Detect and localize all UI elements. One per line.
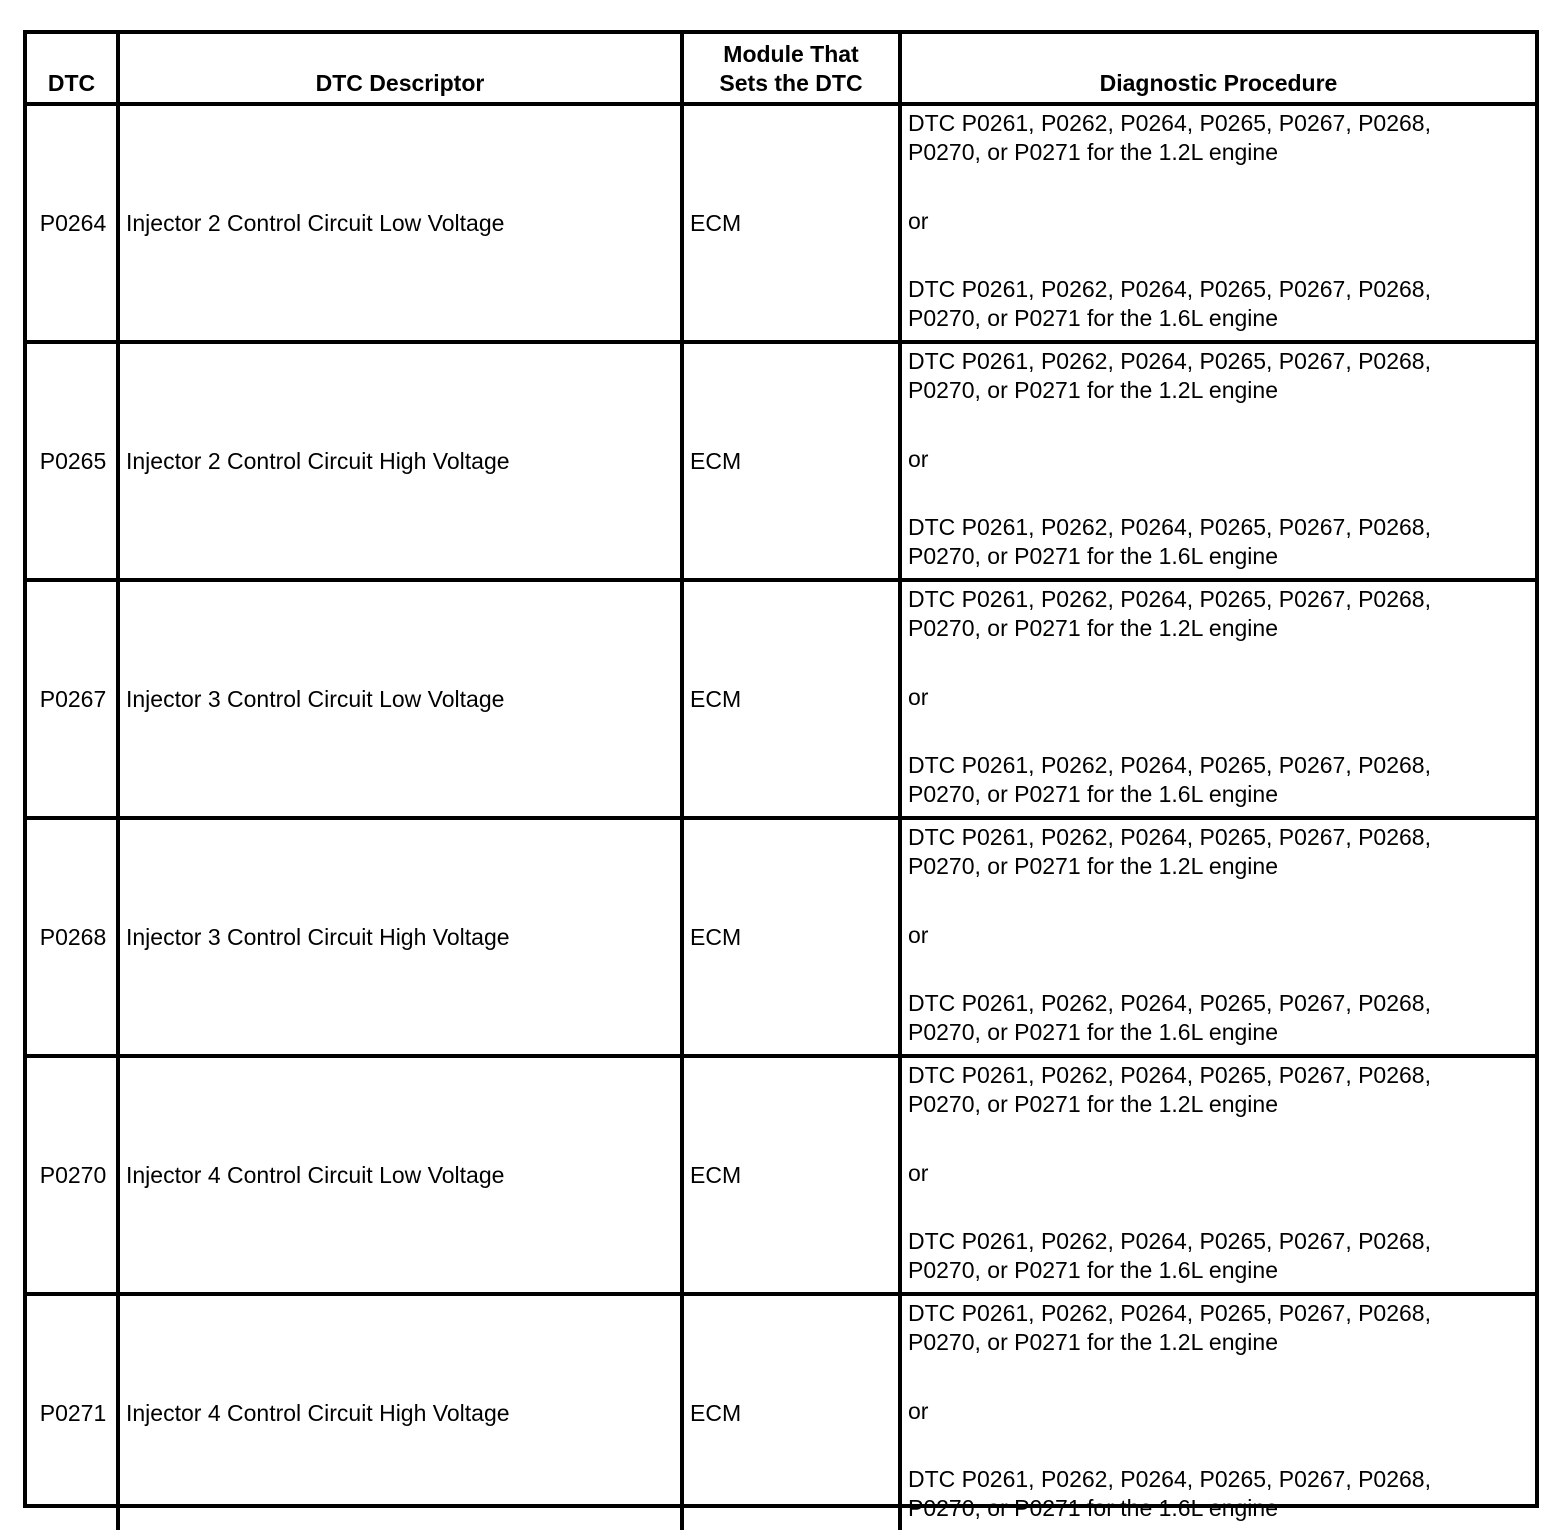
- dtc-table-container: [23, 30, 1539, 1521]
- procedure-separator: or: [908, 1159, 929, 1186]
- header-descriptor: [118, 34, 682, 104]
- dtc-code-cell: P0270: [27, 1056, 118, 1294]
- procedure-list: [908, 347, 1529, 571]
- module-cell: ECM: [682, 104, 900, 342]
- module-cell: ECM: [682, 580, 900, 818]
- table-row: [27, 580, 1535, 818]
- table-header-row: [27, 34, 1535, 104]
- procedure-link[interactable]: DTC P0261, P0262, P0264, P0265, P0267, P0268, P0270, or P0271 for the 1.6L engine: [908, 514, 1431, 569]
- diagnostic-procedure-cell: [900, 342, 1535, 580]
- procedure-link[interactable]: DTC P0261, P0262, P0264, P0265, P0267, P0268, P0270, or P0271 for the 1.2L engine: [908, 110, 1431, 165]
- dtc-code-cell: P0265: [27, 342, 118, 580]
- procedure-link[interactable]: DTC P0261, P0262, P0264, P0265, P0267, P0268, P0270, or P0271 for the 1.2L engine: [908, 824, 1431, 879]
- procedure-link[interactable]: DTC P0261, P0262, P0264, P0265, P0267, P0268, P0270, or P0271 for the 1.6L engine: [908, 752, 1431, 807]
- procedure-link[interactable]: DTC P0261, P0262, P0264, P0265, P0267, P0268, P0270, or P0271 for the 1.2L engine: [908, 348, 1431, 403]
- dtc-table: [27, 34, 1535, 1530]
- table-row: [27, 1294, 1535, 1530]
- procedure-list: [908, 109, 1529, 333]
- header-module-label: Module That Sets the DTC: [719, 41, 863, 96]
- table-row: [27, 818, 1535, 1056]
- procedure-link[interactable]: DTC P0261, P0262, P0264, P0265, P0267, P0268, P0270, or P0271 for the 1.6L engine: [908, 276, 1431, 331]
- procedure-link[interactable]: DTC P0261, P0262, P0264, P0265, P0267, P0268, P0270, or P0271 for the 1.6L engine: [908, 990, 1431, 1045]
- diagnostic-procedure-cell: [900, 1056, 1535, 1294]
- dtc-code-cell: P0271: [27, 1294, 118, 1530]
- header-dtc: [27, 34, 118, 104]
- table-row: [27, 342, 1535, 580]
- procedure-separator: or: [908, 921, 929, 948]
- module-cell: ECM: [682, 818, 900, 1056]
- procedure-list: [908, 1061, 1529, 1285]
- dtc-descriptor-cell: Injector 2 Control Circuit Low Voltage: [118, 104, 682, 342]
- table-row: [27, 104, 1535, 342]
- procedure-separator: or: [908, 1397, 929, 1424]
- header-dtc-label: DTC: [47, 70, 96, 96]
- module-cell: ECM: [682, 1056, 900, 1294]
- procedure-link[interactable]: DTC P0261, P0262, P0264, P0265, P0267, P0268, P0270, or P0271 for the 1.6L engine: [908, 1466, 1431, 1521]
- table-body: [27, 104, 1535, 1530]
- header-descriptor-label: DTC Descriptor: [315, 70, 485, 96]
- dtc-code-cell: P0268: [27, 818, 118, 1056]
- diagnostic-procedure-cell: [900, 104, 1535, 342]
- module-cell: ECM: [682, 1294, 900, 1530]
- procedure-list: [908, 823, 1529, 1047]
- procedure-link[interactable]: DTC P0261, P0262, P0264, P0265, P0267, P0268, P0270, or P0271 for the 1.2L engine: [908, 1062, 1431, 1117]
- procedure-list: [908, 1299, 1529, 1523]
- diagnostic-procedure-cell: [900, 818, 1535, 1056]
- diagnostic-procedure-cell: [900, 580, 1535, 818]
- dtc-code-cell: P0264: [27, 104, 118, 342]
- header-module: [682, 34, 900, 104]
- procedure-link[interactable]: DTC P0261, P0262, P0264, P0265, P0267, P0268, P0270, or P0271 for the 1.6L engine: [908, 1228, 1431, 1283]
- module-cell: ECM: [682, 342, 900, 580]
- header-procedure: [900, 34, 1535, 104]
- header-procedure-label: Diagnostic Procedure: [1099, 70, 1338, 96]
- table-row: [27, 1056, 1535, 1294]
- procedure-separator: or: [908, 207, 929, 234]
- dtc-code-cell: P0267: [27, 580, 118, 818]
- dtc-descriptor-cell: Injector 2 Control Circuit High Voltage: [118, 342, 682, 580]
- dtc-descriptor-cell: Injector 4 Control Circuit Low Voltage: [118, 1056, 682, 1294]
- procedure-link[interactable]: DTC P0261, P0262, P0264, P0265, P0267, P0268, P0270, or P0271 for the 1.2L engine: [908, 1300, 1431, 1355]
- dtc-descriptor-cell: Injector 4 Control Circuit High Voltage: [118, 1294, 682, 1530]
- dtc-descriptor-cell: Injector 3 Control Circuit High Voltage: [118, 818, 682, 1056]
- procedure-separator: or: [908, 683, 929, 710]
- dtc-descriptor-cell: Injector 3 Control Circuit Low Voltage: [118, 580, 682, 818]
- procedure-link[interactable]: DTC P0261, P0262, P0264, P0265, P0267, P0268, P0270, or P0271 for the 1.2L engine: [908, 586, 1431, 641]
- diagnostic-procedure-cell: [900, 1294, 1535, 1530]
- procedure-list: [908, 585, 1529, 809]
- procedure-separator: or: [908, 445, 929, 472]
